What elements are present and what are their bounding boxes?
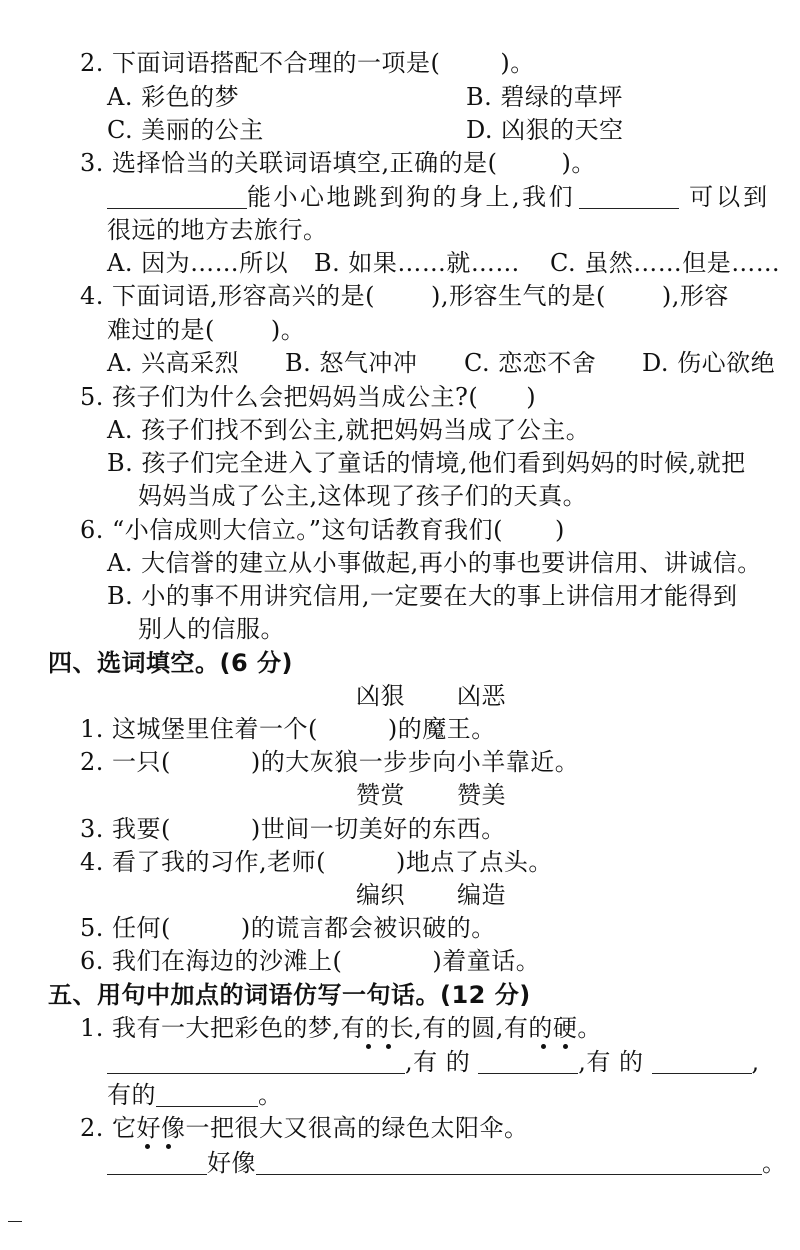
section4-word-2a: 赞赏	[356, 781, 405, 809]
section4-word-3a: 编织	[356, 881, 405, 909]
q4-line2	[107, 315, 305, 345]
section4-s6-a: 6. 我们在海边的沙滩上(	[80, 947, 343, 975]
section5-s2: 2. 它好像一把很大又很高的绿色太阳伞。	[80, 1114, 529, 1142]
section5-s2-fill-b: 。	[762, 1149, 787, 1177]
q6-option-a: A. 大信誉的建立从小事做起,再小的事也要讲信用、讲诚信。	[107, 549, 762, 577]
section4-s2-b: )的大灰狼一步步向小羊靠近。	[250, 748, 580, 776]
section4-s4-a: 4. 看了我的习作,老师(	[80, 848, 327, 876]
q4-line1-c: ),形容	[661, 282, 729, 310]
q3-stem: 3. 选择恰当的关联词语填空,正确的是(	[80, 149, 498, 177]
q2-stem: 2. 下面词语搭配不合理的一项是(	[80, 49, 441, 77]
section5-s1-blank-4[interactable]	[156, 1082, 258, 1107]
q6-stem-line	[80, 515, 565, 545]
q4-line1-b: ),形容生气的是(	[431, 282, 606, 310]
q6-option-b-line2: 别人的信服。	[138, 615, 285, 643]
section4-s4-b: )地点了点头。	[396, 848, 553, 876]
section4-s1-b: )的魔王。	[387, 715, 496, 743]
q4-option-d: D. 伤心欲绝	[642, 349, 776, 377]
q3-blank-1[interactable]	[107, 184, 247, 209]
q5-stem-line	[80, 382, 536, 412]
q3-blank-2[interactable]	[579, 184, 679, 209]
section5-s1-blank-1[interactable]	[107, 1049, 405, 1074]
section4-word-1a: 凶狠	[356, 682, 405, 710]
q5-option-b-line1: B. 孩子们完全进入了童话的情境,他们看到妈妈的时候,就把	[107, 449, 746, 477]
q2-option-b: B. 碧绿的草坪	[466, 83, 623, 111]
section5-s1-fill-a: ,有 的	[405, 1048, 471, 1076]
section4-s5-b: )的谎言都会被识破的。	[240, 914, 496, 942]
q3-option-c: C. 虽然……但是……	[550, 249, 781, 277]
q3-option-a: A. 因为……所以	[107, 249, 289, 277]
q2-stem-line	[80, 48, 535, 78]
q4-line1-a: 4. 下面词语,形容高兴的是(	[80, 282, 376, 310]
q5-stem: 5. 孩子们为什么会把妈妈当成公主?(	[80, 383, 479, 411]
section4-s6-b: )着童话。	[432, 947, 541, 975]
q4-option-a: A. 兴高采烈	[107, 349, 240, 377]
section4-title: 四、选词填空。(6 分)	[48, 649, 293, 677]
section4-s1	[80, 714, 496, 744]
section5-s1-fill-d: 有的	[107, 1081, 156, 1109]
q2-option-a: A. 彩色的梦	[107, 83, 240, 111]
section5-s2-fill-a: 好像	[207, 1149, 256, 1177]
q2-close: )。	[500, 49, 535, 77]
section4-s2	[80, 747, 579, 777]
q2-option-c: C. 美丽的公主	[107, 116, 264, 144]
section5-s1: 1. 我有一大把彩色的梦,有的长,有的圆,有的硬。	[80, 1014, 602, 1042]
section4-s6	[80, 946, 540, 976]
section5-s1-fill-line2	[107, 1080, 283, 1110]
section4-s5-a: 5. 任何(	[80, 914, 171, 942]
page-edge-mark	[8, 1221, 22, 1222]
section4-word-1b: 凶恶	[457, 682, 506, 710]
section4-s2-a: 2. 一只(	[80, 748, 171, 776]
section5-s1-fill-c: ,	[751, 1048, 760, 1076]
q3-sentence-line2: 很远的地方去旅行。	[107, 216, 328, 244]
q5-close: )	[526, 383, 537, 411]
q3-sentence-part2: 可以到	[689, 183, 771, 211]
q6-option-b-line1: B. 小的事不用讲究信用,一定要在大的事上讲信用才能得到	[107, 582, 738, 610]
section4-word-2b: 赞美	[457, 781, 506, 809]
section5-s1-fill-b: ,有 的	[578, 1048, 644, 1076]
section5-s2-blank-2[interactable]	[256, 1150, 762, 1175]
section5-s1-blank-2[interactable]	[478, 1049, 578, 1074]
section4-s1-a: 1. 这城堡里住着一个(	[80, 715, 318, 743]
q4-line2-a: 难过的是(	[107, 316, 215, 344]
q6-stem: 6. “小信成则大信立。”这句话教育我们(	[80, 516, 503, 544]
section4-s3-a: 3. 我要(	[80, 815, 171, 843]
q5-option-a: A. 孩子们找不到公主,就把妈妈当成了公主。	[107, 416, 591, 444]
q4-line2-b: )。	[270, 316, 306, 344]
q2-option-d: D. 凶狠的天空	[466, 116, 624, 144]
q6-close: )	[554, 516, 565, 544]
section4-s3	[80, 814, 506, 844]
q3-sentence-part1: 能小心地跳到狗的身上,我们	[247, 183, 576, 211]
section4-s5	[80, 913, 496, 943]
section5-s2-blank-1[interactable]	[107, 1150, 207, 1175]
section4-s3-b: )世间一切美好的东西。	[250, 815, 506, 843]
section5-s1-fill-line1	[107, 1047, 760, 1077]
q3-sentence-line	[107, 182, 770, 212]
section5-s1-blank-3[interactable]	[652, 1049, 752, 1074]
section5-title: 五、用句中加点的词语仿写一句话。(12 分)	[48, 981, 531, 1009]
section5-s1-fill-e: 。	[258, 1081, 283, 1109]
q5-option-b-line2: 妈妈当成了公主,这体现了孩子们的天真。	[138, 482, 588, 510]
section5-s2-fill-line	[107, 1148, 787, 1178]
q4-option-c: C. 恋恋不舍	[464, 349, 597, 377]
section4-word-3b: 编造	[457, 881, 506, 909]
q4-option-b: B. 怒气冲冲	[285, 349, 418, 377]
q3-stem-line	[80, 148, 596, 178]
q3-close: )。	[561, 149, 596, 177]
section4-s4	[80, 847, 553, 877]
q4-line1	[80, 281, 729, 311]
q3-option-b: B. 如果……就……	[314, 249, 520, 277]
